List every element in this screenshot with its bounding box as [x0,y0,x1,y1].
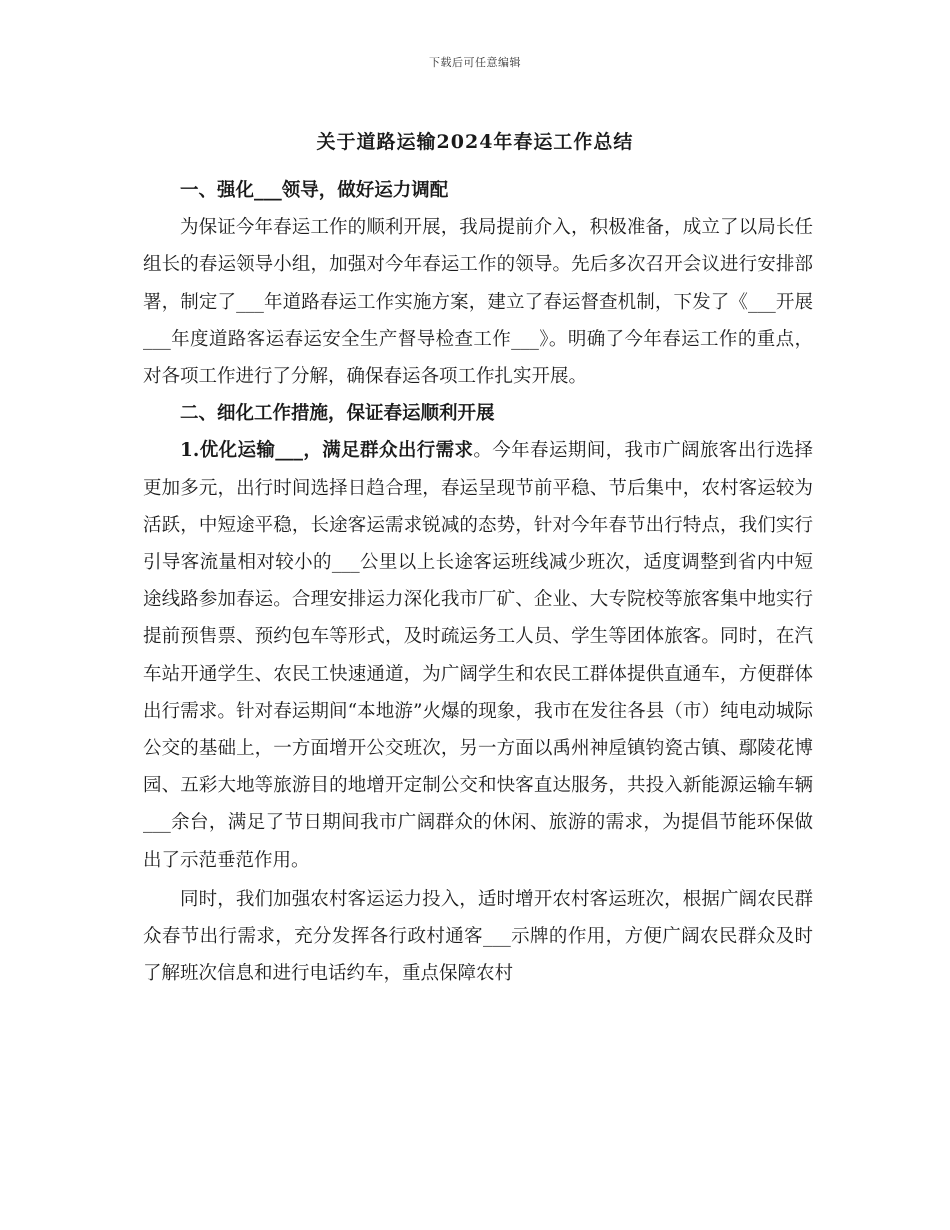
subsection-1-lead: 1.优化运输___，满足群众出行需求 [180,440,474,462]
section-2-paragraph-2: 同时，我们加强农村客运运力投入，适时增开农村客运班次，根据广阔农民群众春节出行需求，充分发挥各行政村通客___示牌的作用，方便广阔农民群众及时了解班次信息和进行电话约车，重点保障农村 [143,888,813,985]
document-title: 关于道路运输2024年春运工作总结 [316,131,634,153]
page-header-note: 下载后可任意编辑 [429,56,521,69]
section-1-heading: 一、强化___领导，做好运力调配 [180,180,449,201]
section-1-paragraph: 为保证今年春运工作的顺利开展，我局提前介入，积极准备，成立了以局长任组长的春运领导小组，加强对今年春运工作的领导。先后多次召开会议进行安排部署，制定了___年道路春运工作实施方案，建立了春运督查机制，下发了《___开展___年度道路客运春运安全生产督导检查工作___》。明确了今年春运工作的重点，对各项工作进行了分解，确保春运各项工作扎实开展。 [143,217,813,388]
subsection-1-text: 。今年春运期间，我市广阔旅客出行选择更加多元，出行时间选择日趋合理，春运呈现节前平稳、节后集中，农村客运较为活跃，中短途平稳，长途客运需求锐减的态势，针对今年春节出行特点，我们实行引导客流量相对较小的___公里以上长途客运班线减少班次，适度调整到省内中短途线路参加春运。合理安排运力深化我市厂矿、企业、大专院校等旅客集中地实行提前预售票、预约包车等形式，及时疏运务工人员、学生等团体旅客。同时，在汽车站开通学生、农民工快速通道，为广阔学生和农民工群体提供直通车，方便群体出行需求。针对春运期间“本地游”火爆的现象，我市在发往各县（市）纯电动城际公交的基础上，一方面增开公交班次，另一方面以禹州神垕镇钧瓷古镇、鄢陵花博园、五彩大地等旅游目的地增开定制公交和快客直达服务，共投入新能源运输车辆___余台，满足了节日期间我市广阔群众的休闲、旅游的需求，为提倡节能环保做出了示范垂范作用。 [143,440,813,871]
document-body [143,172,813,992]
section-2-heading: 二、细化工作措施，保证春运顺利开展 [180,403,495,425]
section-2-subsection-1 [143,432,813,878]
